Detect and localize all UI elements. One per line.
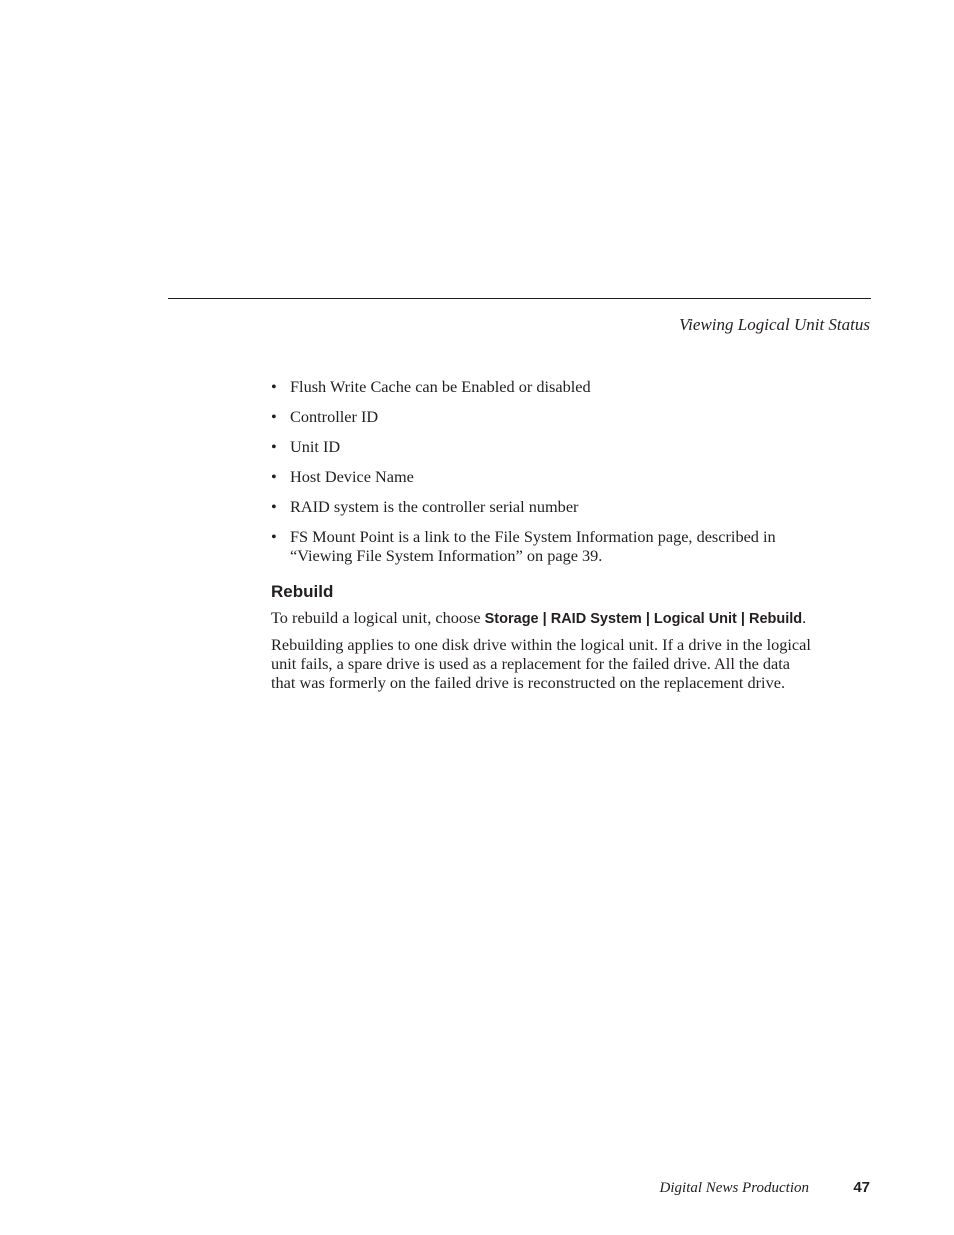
list-item — [271, 467, 816, 486]
list-item-text: Host Device Name — [290, 467, 414, 486]
list-item — [271, 437, 816, 456]
instruction-text: To rebuild a logical unit, choose — [271, 608, 485, 627]
bullet-icon: • — [271, 407, 277, 426]
header-rule — [168, 298, 871, 299]
bullet-list — [271, 377, 816, 565]
list-item-text: Unit ID — [290, 437, 341, 456]
rebuild-instructions — [271, 608, 816, 629]
section-heading: Rebuild — [271, 582, 334, 601]
footer-title: Digital News Production — [659, 1180, 809, 1196]
list-item-text: Controller ID — [290, 407, 379, 426]
bullet-icon: • — [271, 377, 277, 396]
list-item — [271, 407, 816, 426]
page-content — [271, 377, 816, 698]
rebuild-description: Rebuilding applies to one disk drive within the logical unit. If a drive in the logical unit fails, a spare drive is used as a replacement for the failed drive. All the data that was formerly on the failed drive is reconstructed on the replacement drive. — [271, 635, 811, 692]
menu-path: Storage | RAID System | Logical Unit | Rebuild — [484, 611, 803, 627]
list-item-text: FS Mount Point is a link to the File System Information page, described in “Viewing File System Information” on page 39. — [290, 527, 776, 565]
list-item — [271, 497, 816, 516]
running-head: Viewing Logical Unit Status — [679, 315, 870, 334]
bullet-icon: • — [271, 497, 277, 516]
instruction-end: . — [802, 608, 807, 627]
list-item-text: Flush Write Cache can be Enabled or disabled — [290, 377, 591, 396]
page-number: 47 — [853, 1179, 870, 1196]
list-item-text: RAID system is the controller serial number — [290, 497, 579, 516]
bullet-icon: • — [271, 437, 277, 456]
bullet-icon: • — [271, 467, 277, 486]
bullet-icon: • — [271, 527, 277, 546]
list-item — [271, 527, 816, 565]
list-item — [271, 377, 816, 396]
